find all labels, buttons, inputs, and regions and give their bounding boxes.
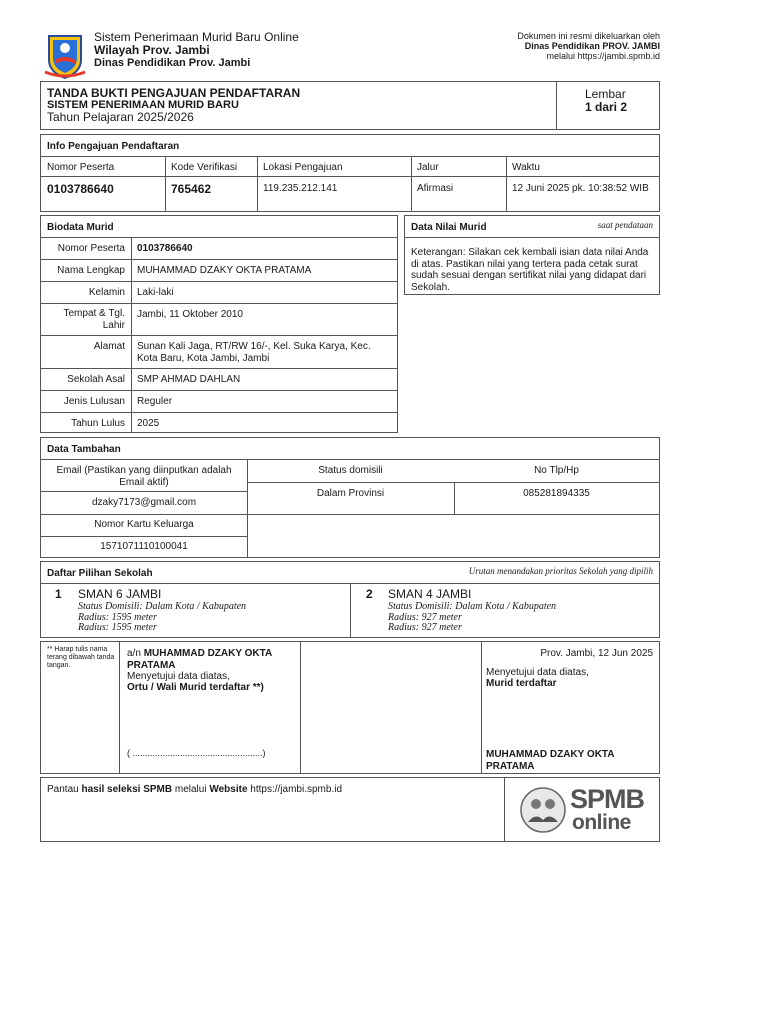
- spmb-mascot-icon: [518, 784, 568, 836]
- choice-2-status: Status Domisili: Dalam Kota / Kabupaten: [388, 601, 557, 612]
- sign-parent-agree: Menyetujui data diatas,: [127, 671, 230, 682]
- tlp-label: No Tlp/Hp: [534, 465, 579, 476]
- info-jalur-value: Afirmasi: [417, 183, 454, 194]
- biodata-label-nama: Nama Lengkap: [57, 265, 125, 276]
- biodata-value-lulusan: Reguler: [137, 396, 173, 407]
- sign-parent-dots: ( ....................................................): [127, 748, 266, 758]
- biodata-heading: Biodata Murid: [47, 222, 114, 233]
- info-heading: Info Pengajuan Pendaftaran: [47, 141, 180, 152]
- biodata-label-alamat: Alamat: [93, 341, 125, 352]
- info-nomor-value: 0103786640: [47, 182, 114, 196]
- sheet-value: 1 dari 2: [585, 100, 628, 114]
- biodata-value-tahun: 2025: [137, 418, 160, 429]
- biodata-value-lahir: Jambi, 11 Oktober 2010: [137, 309, 243, 320]
- email-label: Email (Pastikan yang diinputkan adalah Email aktif): [56, 465, 232, 488]
- nilai-note: saat pendataan: [597, 220, 653, 230]
- biodata-value-sekolah: SMP AHMAD DAHLAN: [137, 374, 241, 385]
- sign-student-name: MUHAMMAD DZAKY OKTA PRATAMA: [486, 749, 615, 772]
- status-value: Dalam Provinsi: [316, 488, 385, 499]
- biodata-label-nomor: Nomor Peserta: [57, 243, 125, 254]
- sign-note: ** Harap tulis nama terang dibawah tanda tangan.: [47, 646, 115, 670]
- tambahan-section: [40, 437, 660, 558]
- tambahan-heading: Data Tambahan: [47, 444, 121, 455]
- biodata-value-alamat: Sunan Kali Jaga, RT/RW 16/-, Kel. Suka Karya, Kec. Kota Baru, Kota Jambi, Jambi: [137, 341, 371, 364]
- biodata-section: [40, 215, 398, 433]
- title-box: [40, 81, 660, 130]
- biodata-label-sekolah: Sekolah Asal: [67, 374, 125, 385]
- header-system-name: Sistem Penerimaan Murid Baru Online: [94, 30, 299, 44]
- info-kode-value: 765462: [171, 182, 212, 196]
- jambi-province-emblem-icon: [41, 32, 89, 80]
- pilihan-note: Urutan menandakan prioritas Sekolah yang dipilih: [468, 566, 653, 576]
- status-label: Status domisili: [318, 465, 383, 476]
- info-lokasi-value: 119.235.212.141: [263, 183, 338, 194]
- info-col-kode: Kode Verifikasi: [171, 162, 238, 173]
- pilihan-section: [40, 561, 660, 638]
- choice-1-status: Status Domisili: Dalam Kota / Kabupaten: [78, 601, 247, 612]
- choice-1-number: 1: [55, 587, 62, 601]
- title-main: TANDA BUKTI PENGAJUAN PENDAFTARAN: [47, 86, 301, 100]
- nilai-heading: Data Nilai Murid: [411, 222, 487, 233]
- choice-2-radius: Radius: 927 meter: [388, 612, 462, 623]
- sign-place-date: Prov. Jambi, 12 Jun 2025: [540, 648, 653, 659]
- nilai-keterangan: Keterangan: Silakan cek kembali isian data nilai Anda di atas. Pastikan nilai yang tertera pada cetak surat sudah sesuai dengan sertifikat nilai yang didapat dari Sekolah.: [411, 247, 649, 293]
- biodata-label-lahir: Tempat & Tgl. Lahir: [63, 308, 125, 331]
- footer-pantau-line: Pantau hasil seleksi SPMB melalui Website https://jambi.spmb.id: [47, 784, 343, 795]
- official-note-1: Dokumen ini resmi dikeluarkan oleh: [517, 31, 660, 41]
- tlp-value: 085281894335: [523, 488, 590, 499]
- choice-2-number: 2: [366, 587, 373, 601]
- spmb-logo-text: SPMB: [570, 784, 645, 814]
- official-note-2: Dinas Pendidikan PROV. JAMBI: [524, 41, 660, 51]
- biodata-label-kelamin: Kelamin: [88, 287, 125, 298]
- info-waktu-value: 12 Juni 2025 pk. 10:38:52 WIB: [512, 183, 649, 194]
- info-section: [40, 134, 660, 212]
- spmb-logo-online: online: [572, 811, 631, 834]
- info-col-waktu: Waktu: [512, 162, 540, 173]
- info-col-lokasi: Lokasi Pengajuan: [263, 162, 343, 173]
- info-col-nomor: Nomor Peserta: [47, 162, 115, 173]
- signature-section: [40, 641, 660, 774]
- sign-parent-label: Ortu / Wali Murid terdaftar **): [127, 682, 264, 693]
- title-sub: SISTEM PENERIMAAN MURID BARU: [47, 99, 239, 111]
- pilihan-heading: Daftar Pilihan Sekolah: [47, 568, 153, 579]
- choice-1-radius-2: Radius: 1595 meter: [78, 622, 157, 633]
- nilai-section: [404, 215, 660, 295]
- info-col-jalur: Jalur: [417, 162, 439, 173]
- header-department: Dinas Pendidikan Prov. Jambi: [94, 57, 251, 69]
- sign-parent-on-behalf: a/n MUHAMMAD DZAKY OKTA PRATAMA: [127, 648, 272, 671]
- header-region: Wilayah Prov. Jambi: [94, 43, 210, 57]
- choice-1-school: SMAN 6 JAMBI: [78, 587, 162, 601]
- kk-label: Nomor Kartu Keluarga: [94, 519, 194, 530]
- choice-2-radius-2: Radius: 927 meter: [388, 622, 462, 633]
- choice-2-school: SMAN 4 JAMBI: [388, 587, 472, 601]
- kk-value: 1571071110100041: [100, 541, 188, 552]
- biodata-value-nama: MUHAMMAD DZAKY OKTA PRATAMA: [137, 265, 312, 276]
- biodata-value-nomor: 0103786640: [137, 243, 193, 254]
- sheet-label: Lembar: [585, 87, 626, 101]
- sign-student-agree: Menyetujui data diatas,: [486, 667, 589, 678]
- footer-url[interactable]: https://jambi.spmb.id: [250, 784, 343, 795]
- biodata-label-lulusan: Jenis Lulusan: [63, 396, 125, 407]
- official-note-3: melalui https://jambi.spmb.id: [546, 51, 660, 61]
- footer-section: [40, 777, 660, 842]
- choice-1-radius: Radius: 1595 meter: [78, 612, 157, 623]
- email-value: dzaky7173@gmail.com: [91, 497, 197, 508]
- biodata-label-tahun: Tahun Lulus: [71, 418, 125, 429]
- sign-student-label: Murid terdaftar: [486, 678, 557, 689]
- biodata-value-kelamin: Laki-laki: [137, 287, 174, 298]
- title-year: Tahun Pelajaran 2025/2026: [47, 110, 194, 124]
